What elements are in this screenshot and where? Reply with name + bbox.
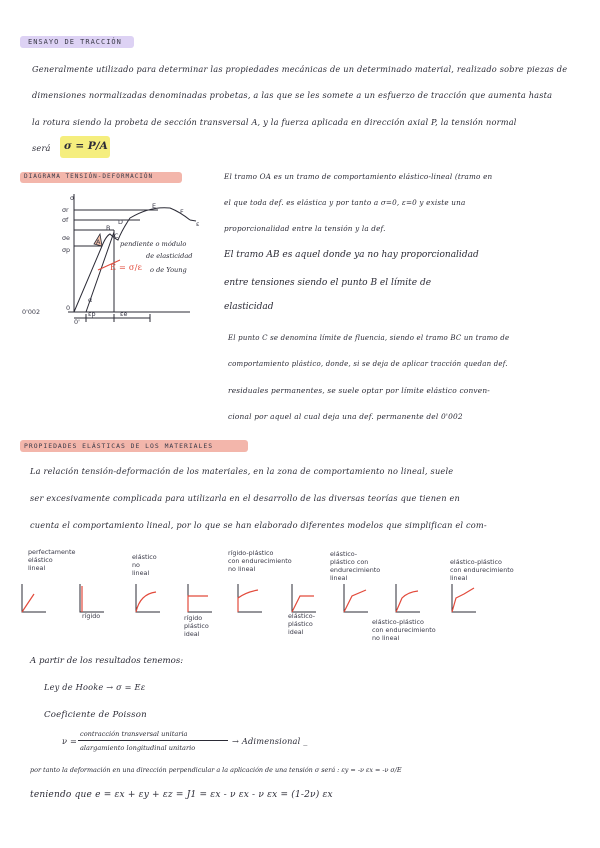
intro-line-3: la rotura siendo la probeta de sección transversal A, y la fuerza aplicada en dirección axial P, la tensión normal [32, 117, 517, 127]
label-point-f: F [180, 208, 184, 216]
label-origin-note: 0'002 [22, 308, 41, 316]
slope-note-3: o de Young [150, 266, 187, 274]
label-ee: εe [120, 310, 128, 318]
label-point-e: E [152, 202, 157, 210]
intro-line-1: Generalmente utilizado para determinar las propiedades mecánicas de un determinado material, realizado sobre piezas de [32, 64, 568, 74]
heading-ensayo: ENSAYO DE TRACCIÓN [28, 38, 122, 46]
poisson-denominator: alargamiento longitudinal unitario [80, 744, 196, 752]
model-label-3: rígido plástico ideal [184, 614, 209, 638]
label-point-c: C [114, 232, 119, 240]
heading-props: PROPIEDADES ELÁSTICAS DE LOS MATERIALES [24, 442, 214, 450]
label-sr: σr [62, 206, 69, 214]
props-line-1: La relación tensión-deformación de los materiales, en la zona de comportamiento no lineal, suele [30, 466, 454, 476]
right-line-6: residuales permanentes, se suele optar por límite elástico conven- [228, 386, 491, 395]
model-curve-elastic-plastic [292, 596, 314, 612]
model-curve-elastic-plastic-linear [344, 590, 366, 612]
right-line-4: El punto C se denomina límite de fluencia, siendo el tramo BC un tramo de [228, 334, 510, 342]
poisson-title: Coeficiente de Poisson [44, 710, 147, 720]
label-point-d: D [118, 218, 123, 226]
model-label-5: elástico- plástico ideal [288, 612, 316, 636]
props-line-2: ser excesivamente complicada para utilizarla en el desarrollo de las diversas teorías que tienen en [30, 493, 461, 503]
deformation-line: por tanto la deformación en una dirección perpendicular a la aplicación de una tensión σ será : εy = -ν εx = -ν σ/E [30, 766, 402, 774]
right-big-line-2: entre tensiones siendo el punto B el límite de [224, 278, 432, 288]
intro-line-4: será [32, 143, 51, 153]
slope-note-2: de elasticidad [146, 252, 193, 260]
poisson-fraction-bar [78, 740, 228, 741]
model-label-4: rígido-plástico con endurecimiento no lineal [228, 549, 292, 573]
model-label-6: elástico- plástico con endurecimiento lineal [330, 550, 381, 582]
right-line-7: cional por aquel al cual deja una def. permanente del 0'002 [228, 412, 463, 421]
label-origin-prime: 0' [74, 318, 80, 326]
model-curve-rigid-plastic [188, 596, 208, 612]
model-curve-rigid-plastic-hardening [238, 590, 258, 612]
label-epsilon: ε [196, 220, 200, 228]
model-curve-nonlinear-elastic [136, 592, 156, 612]
label-se: σe [62, 234, 70, 242]
model-axes [22, 584, 476, 612]
right-line-3: proporcionalidad entre la tensión y la def. [224, 224, 386, 233]
poisson-rhs: → Adimensional _ [232, 736, 308, 746]
right-big-line-3: elasticidad [224, 302, 274, 312]
model-curve-linear-elastic [22, 594, 34, 612]
stress-formula: σ = P/A [64, 140, 108, 152]
label-sf: σf [62, 216, 69, 224]
right-big-line-1: El tramo AB es aquel donde ya no hay proporcionalidad [224, 250, 479, 260]
intro-line-2: dimensiones normalizadas denominadas probetas, a las que se les somete a un esfuerzo de tracción que aumenta hasta [32, 90, 553, 100]
model-curve-elastic-plastic-linear-2 [452, 588, 474, 612]
model-label-8: elástico-plástico con endurecimiento lineal [450, 558, 514, 582]
poisson-lhs: ν = [62, 736, 78, 746]
model-label-1: rígido [82, 612, 101, 620]
poisson-numerator: contracción transversal unitaria [80, 730, 188, 738]
right-line-1: El tramo OA es un tramo de comportamiento elástico-lineal (tramo en [224, 172, 493, 181]
label-point-b: B [106, 224, 111, 232]
label-sp: σp [62, 246, 71, 254]
right-line-5: comportamiento plástico, donde, si se deja de aplicar tracción quedan def. [228, 360, 508, 368]
results-line: A partir de los resultados tenemos: [30, 656, 184, 666]
model-label-0: perfectamente elástico lineal [28, 548, 76, 572]
final-line: teniendo que e = εx + εy + εz = J1 = εx - ν εx - ν εx = (1-2ν) εx [30, 790, 333, 800]
props-line-3: cuenta el comportamiento lineal, por lo que se han elaborado diferentes modelos que simplifican el com- [30, 520, 487, 530]
heading-diagram: DIAGRAMA TENSIÓN-DEFORMACIÓN [24, 173, 154, 180]
label-sigma: σ [70, 194, 75, 202]
model-charts [20, 582, 580, 632]
label-point-a: A [96, 238, 101, 246]
model-label-2: elástico no lineal [132, 553, 157, 577]
right-line-2: el que toda def. es elástica y por tanto a σ=0, ε=0 y existe una [224, 198, 466, 207]
hooke-law: Ley de Hooke → σ = Eε [44, 682, 146, 692]
model-label-7: elástico-plástico con endurecimiento no lineal [372, 618, 436, 642]
model-curve-elastic-plastic-nonlinear [396, 591, 418, 612]
slope-note-1: pendiente o módulo [120, 240, 187, 248]
label-origin: 0 [66, 304, 71, 312]
label-alpha: α [88, 296, 93, 304]
slope-formula: E = σ/ε [110, 262, 143, 272]
label-ep: εp [88, 310, 96, 318]
